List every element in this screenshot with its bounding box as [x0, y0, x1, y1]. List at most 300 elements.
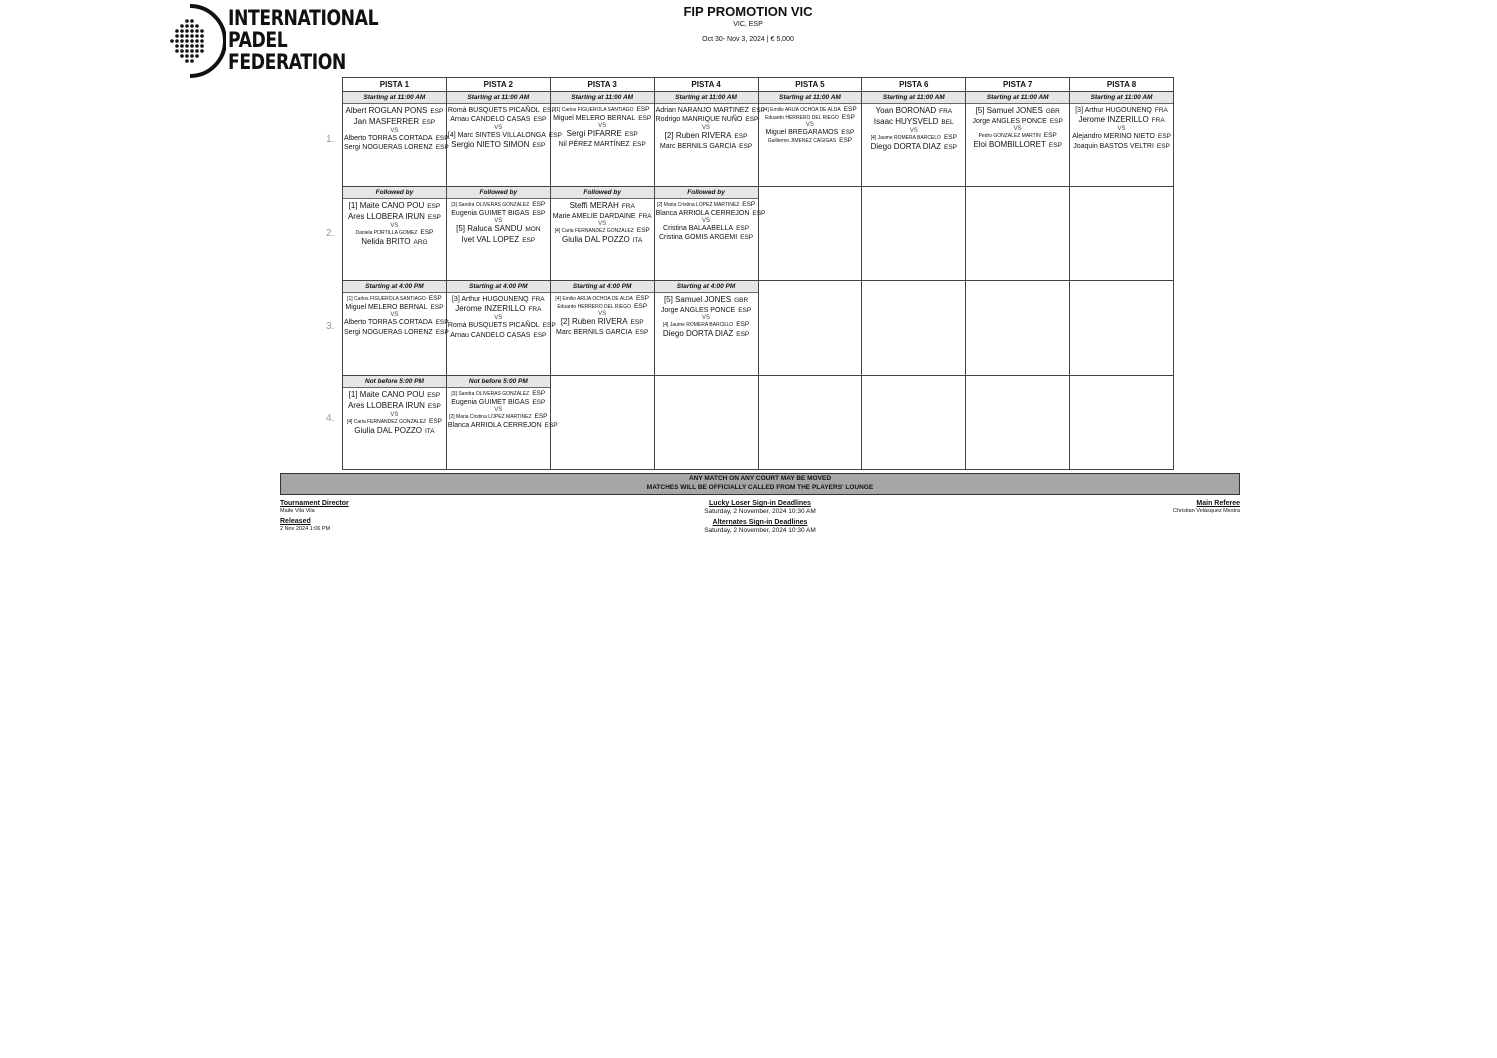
versus-label: VS: [702, 217, 711, 224]
player-name: Guillermo JIMENEZ CAGIGAS: [767, 138, 837, 145]
player-name: [5] Samuel JONES: [975, 106, 1043, 115]
match-players: [447, 388, 558, 431]
match-players: [966, 104, 1069, 151]
player-nationality: ESP: [839, 137, 853, 145]
player-entry: [447, 321, 556, 330]
player-nationality: ESP: [542, 107, 556, 114]
match-cell: [343, 281, 447, 376]
player-entry: [448, 235, 549, 246]
player-entry: [448, 398, 549, 407]
player-entry: [760, 128, 861, 137]
player-entry: [344, 201, 445, 212]
empty-cell: [1070, 281, 1174, 376]
player-name: [4] Carla FERNANDEZ GONZALEZ: [554, 227, 634, 234]
tournament-title: FIP PROMOTION VIC: [683, 4, 813, 19]
lucky-loser-deadline: Saturday, 2 November, 2024 10:30 AM: [704, 508, 816, 515]
match-time: Followed by: [551, 187, 654, 199]
player-nationality: ESP: [533, 331, 547, 339]
player-entry: [344, 426, 445, 437]
player-name: Miguel MELERO BERNAL: [553, 115, 636, 122]
player-nationality: ESP: [532, 209, 546, 217]
match-cell: [550, 92, 654, 187]
player-nationality: FRA: [1154, 107, 1168, 114]
match-cell: [446, 375, 558, 470]
player-nationality: ESP: [427, 213, 441, 221]
player-nationality: ESP: [1157, 133, 1171, 141]
player-nationality: FRA: [939, 108, 953, 115]
court-header: PISTA 6: [862, 78, 966, 92]
player-entry: [448, 331, 549, 340]
player-entry: [656, 131, 757, 142]
player-name: [4] Emilio ARIJA OCHOA DE ALDA: [555, 296, 633, 302]
player-entry: [863, 142, 964, 153]
player-name: Arnau CANDELO CASAS: [450, 116, 531, 124]
court-header-row: [343, 78, 1174, 92]
versus-label: VS: [390, 222, 399, 229]
player-name: Marc BERNILS GARCIA: [556, 329, 633, 336]
player-name: Pedro GONZALEZ MARTIN: [978, 133, 1041, 140]
referee-label: Main Referee: [1196, 500, 1240, 507]
alternates-deadline: Saturday, 2 November, 2024 10:30 AM: [704, 527, 816, 534]
empty-cell: [654, 375, 758, 470]
player-name: Eduardo HERRERO DEL RIEGO: [557, 304, 632, 310]
player-nationality: ESP: [943, 134, 957, 141]
player-entry: [760, 106, 861, 114]
court-header: PISTA 7: [966, 78, 1070, 92]
player-entry: [448, 209, 549, 218]
player-name: Cristina GOMIS ARGEMI: [658, 234, 738, 242]
empty-cell: [758, 281, 862, 376]
match-players: [551, 293, 654, 337]
match-cell: [446, 92, 562, 187]
player-name: Rodrigo MANRIQUE NUÑO: [655, 116, 743, 124]
player-nationality: ESP: [841, 129, 855, 136]
match-time: Starting at 11:00 AM: [759, 92, 862, 104]
player-entry: [1071, 142, 1172, 151]
player-entry: [447, 421, 558, 430]
player-entry: [552, 201, 653, 212]
player-nationality: ESP: [1048, 142, 1062, 150]
match-time: Starting at 11:00 AM: [966, 92, 1069, 104]
player-name: Albert ROGLAN PONS: [345, 106, 428, 115]
player-nationality: ESP: [1156, 142, 1170, 150]
player-name: [4] Carla FERNANDEZ GONZALEZ: [346, 418, 427, 425]
player-name: Eugenia GUIMET BIGAS: [451, 209, 530, 217]
player-entry: [656, 306, 757, 315]
match-time: Not before 5:00 PM: [447, 376, 550, 388]
player-name: Jorge ANGLES PONCE: [972, 118, 1047, 125]
player-entry: [967, 132, 1068, 140]
player-nationality: ESP: [752, 209, 766, 217]
notice-line-1: ANY MATCH ON ANY COURT MAY BE MOVED: [688, 475, 832, 482]
player-entry: [448, 413, 549, 421]
player-name: Ares LLOBERA IRUN: [347, 211, 425, 221]
player-name: Marc BERNILS GARCIA: [659, 142, 737, 150]
match-cell: [654, 281, 758, 376]
player-name: Daniela PORTILLA GOMEZ: [355, 229, 418, 236]
match-cell: [862, 92, 966, 187]
player-entry: [552, 328, 653, 337]
player-name: Yoan BORONAD: [875, 106, 937, 115]
court-header: PISTA 3: [550, 78, 654, 92]
player-nationality: ESP: [632, 141, 646, 149]
player-entry: [344, 295, 445, 303]
player-nationality: ESP: [532, 398, 546, 406]
player-nationality: ESP: [422, 119, 436, 126]
player-nationality: FRA: [528, 306, 542, 314]
player-name: [2] Ruben RIVERA: [560, 317, 628, 326]
player-entry: [448, 295, 549, 304]
match-players: [447, 293, 556, 340]
court-header: PISTA 4: [654, 78, 758, 92]
player-name: Diego DORTA DIAZ: [870, 142, 941, 151]
match-players: [655, 199, 766, 243]
court-header: PISTA 5: [758, 78, 862, 92]
player-name: [2] Ruben RIVERA: [664, 130, 732, 140]
player-nationality: BEL: [941, 119, 954, 126]
player-entry: [552, 295, 653, 303]
player-name: Nil PÉREZ MARTÍNEZ: [558, 141, 630, 149]
player-entry: [552, 129, 653, 140]
player-nationality: ESP: [542, 322, 556, 330]
row-number-3: 3.: [326, 321, 335, 332]
player-entry: [344, 117, 445, 128]
player-entry: [1071, 132, 1172, 141]
match-time: Starting at 11:00 AM: [551, 92, 654, 104]
player-name: [5] Raluca SANDU: [456, 223, 523, 233]
player-name: Adrian NARANJO MARTINEZ: [655, 107, 749, 114]
empty-cell: [758, 186, 862, 281]
player-nationality: ARG: [413, 238, 428, 246]
player-entry: [448, 390, 549, 398]
match-cell: [550, 281, 654, 376]
match-players: [1070, 104, 1173, 151]
player-entry: [344, 390, 445, 401]
match-players: [343, 104, 449, 153]
empty-cell: [966, 375, 1070, 470]
player-nationality: ESP: [742, 200, 756, 208]
schedule-row: [343, 92, 1174, 187]
player-entry: [344, 143, 449, 152]
match-players: [447, 104, 562, 151]
player-nationality: FRA: [1151, 117, 1165, 125]
player-entry: [447, 131, 562, 140]
player-nationality: ESP: [944, 144, 958, 151]
player-entry: [656, 201, 757, 209]
versus-label: VS: [390, 128, 399, 134]
player-entry: [967, 140, 1068, 151]
versus-label: VS: [494, 406, 503, 413]
player-entry: [760, 114, 861, 122]
player-entry: [448, 224, 549, 235]
match-players: [759, 104, 862, 145]
player-name: Miguel BREGARAMOS: [765, 129, 839, 136]
player-name: Eugenia GUIMET BIGAS: [451, 398, 530, 406]
match-time: Starting at 4:00 PM: [343, 281, 446, 293]
player-name: Blanca ARRIOLA CERREJON: [655, 209, 750, 217]
player-entry: [344, 303, 445, 312]
player-entry: [344, 318, 449, 327]
match-players: [655, 293, 758, 340]
player-name: Jerome INZERILLO: [455, 304, 526, 314]
player-name: [3] Arthur HUGOUNENQ: [451, 296, 529, 303]
player-name: Alejandro MERINO NIETO: [1072, 133, 1155, 141]
player-name: [3] Sandra OLIVERAS GONZALEZ: [451, 390, 530, 397]
player-name: Giulia DAL POZZO: [562, 234, 630, 244]
logo-line-3: FEDERATION: [228, 50, 346, 74]
player-nationality: ESP: [636, 226, 650, 234]
player-name: [1] Maite CANO POU: [348, 200, 425, 210]
player-nationality: ESP: [427, 402, 441, 410]
player-nationality: ESP: [427, 391, 441, 399]
row-number-1: 1.: [326, 134, 335, 145]
player-nationality: ESP: [427, 202, 441, 210]
player-name: Alberto TORRAS CORTADA: [344, 319, 433, 327]
player-nationality: FRA: [531, 296, 545, 303]
match-players: [551, 199, 654, 246]
player-nationality: ESP: [532, 200, 546, 208]
player-entry: [344, 418, 445, 426]
player-entry: [656, 115, 757, 124]
versus-label: VS: [494, 124, 503, 131]
player-entry: [344, 106, 445, 117]
versus-label: VS: [390, 312, 399, 319]
player-nationality: MON: [525, 225, 541, 233]
schedule-row: [343, 375, 1174, 470]
match-time: Starting at 4:00 PM: [655, 281, 758, 293]
player-entry: [760, 137, 861, 145]
player-nationality: ESP: [740, 234, 754, 242]
match-cell: [343, 92, 447, 187]
padel-ball-icon: [166, 4, 226, 78]
player-entry: [344, 134, 449, 143]
player-name: [1] Carlos FIGUEROLA SANTIAGO: [347, 296, 426, 302]
empty-cell: [966, 281, 1070, 376]
referee-name: Christian Velásquez Mestra: [1173, 508, 1240, 514]
player-nationality: ESP: [1049, 118, 1063, 125]
player-entry: [1071, 106, 1172, 115]
player-entry: [1071, 115, 1172, 126]
match-cell: [654, 92, 765, 187]
player-name: [3] Sandra OLIVERAS GONZALEZ: [451, 201, 530, 208]
player-entry: [552, 317, 653, 328]
player-nationality: ESP: [635, 295, 649, 302]
player-nationality: ESP: [534, 412, 548, 420]
player-entry: [552, 212, 653, 221]
match-time: Not before 5:00 PM: [343, 376, 446, 388]
empty-cell: [1070, 186, 1174, 281]
player-name: Cristina BALAABELLA: [663, 224, 734, 232]
player-name: Steffi MERAH: [569, 200, 619, 210]
logo-wordmark: [228, 7, 378, 73]
player-nationality: ESP: [745, 116, 759, 124]
player-entry: [655, 209, 766, 218]
player-name: [1] Carlos FIGUEROLA SANTIAGO: [554, 107, 634, 113]
player-name: [4] Jaume ROMERA BARCELO: [662, 322, 734, 329]
player-name: Blanca ARRIOLA CERREJON: [447, 421, 542, 429]
player-name: Giulia DAL POZZO: [354, 425, 422, 435]
player-entry: [967, 106, 1068, 117]
player-nationality: ESP: [420, 228, 434, 236]
player-nationality: ESP: [736, 321, 750, 329]
match-time: Starting at 4:00 PM: [447, 281, 550, 293]
player-entry: [656, 295, 757, 306]
match-cell: [343, 375, 447, 470]
player-entry: [656, 224, 757, 233]
player-nationality: ESP: [751, 107, 765, 114]
player-name: Jorge ANGLES PONCE: [660, 307, 736, 314]
player-entry: [344, 212, 445, 223]
player-entry: [552, 303, 653, 311]
deadlines-block: [660, 500, 860, 534]
match-cell: [966, 92, 1070, 187]
player-entry: [656, 321, 757, 329]
player-entry: [552, 227, 653, 235]
player-nationality: ESP: [624, 131, 638, 139]
player-entry: [344, 229, 445, 237]
player-entry: [448, 201, 549, 209]
player-nationality: ESP: [736, 224, 750, 232]
schedule-row: [343, 186, 1174, 281]
player-name: [2] Maria Cristina LOPEZ MARTINEZ: [449, 413, 532, 420]
player-name: [3] Arthur HUGOUNENQ: [1075, 107, 1152, 114]
match-players: [655, 104, 765, 151]
row-number-4: 4.: [326, 413, 335, 424]
player-nationality: ESP: [635, 329, 649, 336]
versus-label: VS: [1117, 126, 1126, 133]
match-time: Starting at 11:00 AM: [862, 92, 965, 104]
match-cell: [654, 186, 766, 281]
player-name: Jerome INZERILLO: [1078, 115, 1149, 125]
alternates-label: Alternates Sign-in Deadlines: [712, 519, 808, 526]
player-nationality: ESP: [430, 304, 444, 311]
player-nationality: ITA: [632, 236, 643, 244]
player-name: Sergi NOGUERAS LORENZ: [344, 144, 433, 152]
player-name: Isaac HUYSVELD: [873, 117, 939, 126]
player-name: [4] Jaume ROMERA BARCELO: [870, 135, 941, 141]
player-name: Miguel MELERO BERNAL: [345, 304, 428, 311]
player-nationality: ESP: [435, 328, 449, 336]
match-cell: [758, 92, 862, 187]
match-time: Followed by: [655, 187, 758, 199]
player-nationality: ESP: [630, 319, 644, 326]
player-entry: [448, 304, 549, 315]
player-nationality: ESP: [430, 108, 444, 115]
tournament-dates: Oct 30- Nov 3, 2024 | € 5,000: [702, 36, 794, 43]
player-nationality: ESP: [428, 295, 442, 302]
player-entry: [655, 106, 765, 115]
director-block: [280, 500, 349, 532]
player-entry: [552, 106, 653, 114]
referee-block: [1040, 500, 1240, 514]
player-name: [1] Maite CANO POU: [348, 389, 425, 399]
empty-cell: [966, 186, 1070, 281]
player-nationality: ESP: [1043, 132, 1057, 140]
player-nationality: ESP: [532, 389, 546, 397]
versus-label: VS: [909, 128, 918, 134]
player-name: Ivet VAL LOPEZ: [461, 234, 520, 244]
player-nationality: ESP: [522, 236, 536, 244]
order-of-play-table: [342, 77, 1174, 470]
court-header: PISTA 8: [1070, 78, 1174, 92]
fip-logo: [166, 4, 379, 78]
player-nationality: ESP: [634, 303, 648, 310]
player-nationality: ESP: [435, 319, 449, 327]
player-nationality: ESP: [533, 116, 547, 124]
player-entry: [552, 235, 653, 246]
versus-label: VS: [494, 217, 503, 224]
player-nationality: ESP: [638, 115, 652, 122]
versus-label: VS: [494, 315, 503, 322]
logo-line-2: PADEL: [228, 28, 288, 52]
match-cell: [1070, 92, 1174, 187]
versus-label: VS: [805, 122, 814, 128]
tournament-location: VIC, ESP: [733, 21, 763, 28]
player-entry: [967, 117, 1068, 126]
schedule-row: [343, 281, 1174, 376]
match-players: [343, 199, 446, 248]
lucky-loser-label: Lucky Loser Sign-in Deadlines: [709, 500, 811, 507]
empty-cell: [758, 375, 862, 470]
row-number-2: 2.: [326, 228, 335, 239]
player-entry: [863, 106, 964, 117]
player-entry: [448, 115, 549, 124]
versus-label: VS: [702, 124, 711, 131]
notice-line-2: MATCHES WILL BE OFFICIALLY CALLED FROM THE PLAYERS' LOUNGE: [646, 484, 874, 491]
player-nationality: ESP: [429, 417, 443, 425]
player-entry: [552, 140, 653, 149]
court-header: PISTA 1: [343, 78, 447, 92]
player-nationality: ESP: [841, 114, 855, 121]
versus-label: VS: [598, 311, 607, 317]
player-nationality: GBR: [1045, 108, 1060, 115]
match-cell: [550, 186, 654, 281]
player-nationality: ESP: [843, 106, 857, 113]
player-entry: [344, 237, 445, 248]
match-time: Followed by: [447, 187, 550, 199]
versus-label: VS: [702, 315, 711, 322]
player-entry: [447, 106, 556, 115]
director-name: Maite Vila Vila: [280, 508, 315, 514]
player-nationality: ESP: [435, 135, 449, 142]
released-time: 2 Nov 2024 1:06 PM: [280, 526, 331, 532]
match-players: [862, 104, 965, 153]
versus-label: VS: [1013, 126, 1022, 133]
player-nationality: ESP: [435, 144, 449, 152]
player-name: Jan MASFERRER: [353, 117, 420, 126]
versus-label: VS: [390, 411, 399, 418]
versus-label: VS: [598, 220, 607, 227]
director-label: Tournament Director: [280, 500, 349, 507]
player-name: [5] Samuel JONES: [663, 295, 732, 304]
player-entry: [344, 328, 449, 337]
player-name: [4] Emilio ARIJA OCHOA DE ALDA: [763, 107, 841, 113]
player-name: Romà BUSQUETS PICAÑOL: [447, 322, 540, 330]
player-nationality: ITA: [424, 427, 435, 435]
match-players: [447, 199, 550, 246]
match-time: Starting at 11:00 AM: [343, 92, 446, 104]
player-name: [2] Maria Cristina LOPEZ MARTINEZ: [656, 201, 740, 208]
player-name: Alberto TORRAS CORTADA: [344, 135, 433, 142]
player-entry: [656, 329, 757, 340]
player-nationality: ESP: [734, 132, 748, 140]
player-entry: [863, 134, 964, 142]
player-name: Sergi PIFARRE: [566, 129, 622, 139]
player-name: Sergio NIETO SIMON: [451, 140, 530, 150]
player-nationality: ESP: [544, 421, 558, 429]
player-name: Arnau CANDELO CASAS: [450, 331, 531, 339]
match-players: [548, 104, 654, 150]
